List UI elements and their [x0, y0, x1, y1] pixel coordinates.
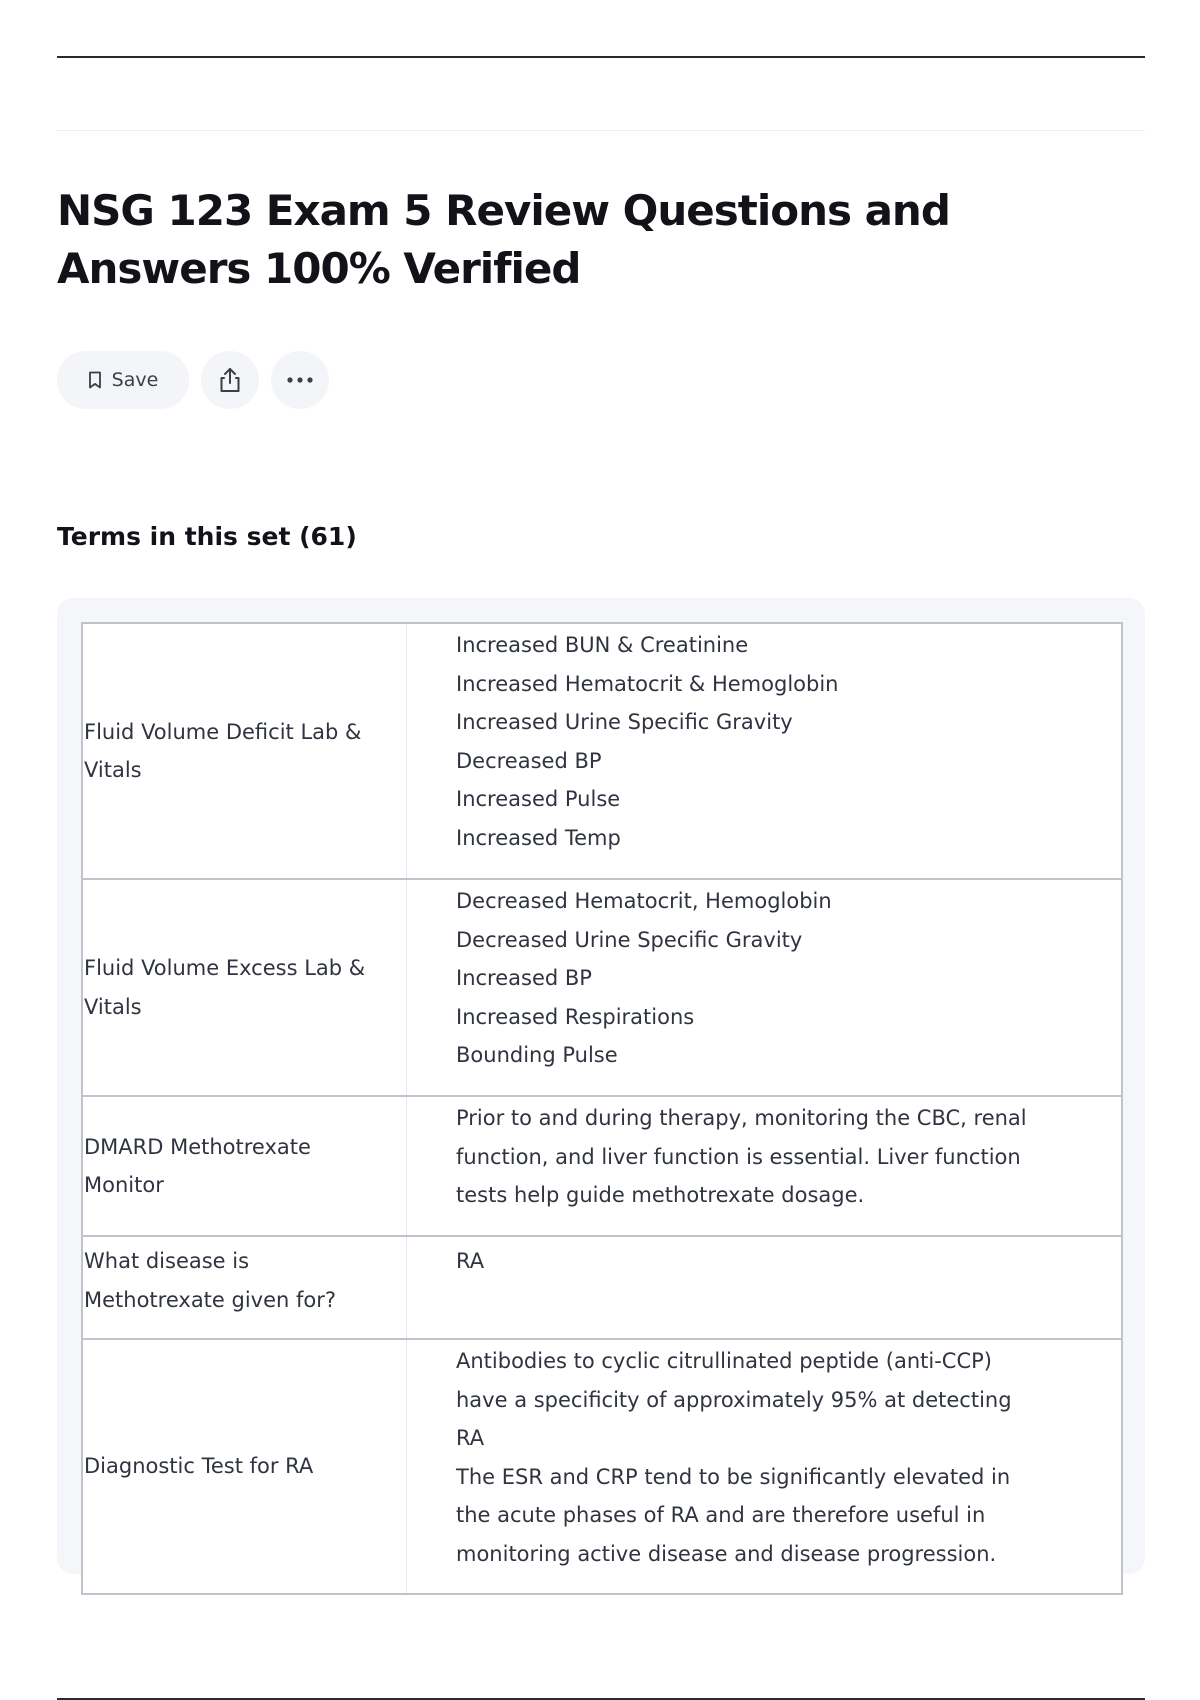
term-cell: Fluid Volume Deficit Lab & Vitals [82, 623, 407, 879]
definition-line: Bounding Pulse [456, 1043, 618, 1067]
table-row [82, 623, 1122, 879]
save-label: Save [111, 369, 159, 391]
top-divider [57, 56, 1145, 58]
more-button[interactable] [271, 351, 329, 409]
definition-line: Decreased Hematocrit, Hemoglobin [456, 889, 832, 913]
definition-line: Increased Urine Specific Gravity [456, 710, 793, 734]
definition-cell [407, 1236, 1123, 1339]
definition-line: RA [456, 1249, 485, 1273]
definition-line: Increased BUN & Creatinine [456, 633, 749, 657]
term-cell: What disease is Methotrexate given for? [82, 1236, 407, 1339]
term-cell: DMARD Methotrexate Monitor [82, 1096, 407, 1236]
action-bar [57, 351, 329, 409]
terms-table [81, 622, 1123, 1595]
save-button[interactable] [57, 351, 189, 409]
table-row [82, 1236, 1122, 1339]
table-row [82, 879, 1122, 1096]
share-icon [217, 366, 243, 394]
definition-line: Antibodies to cyclic citrullinated peptide (anti-CCP) have a specificity of approximately 95% at detecting RA [456, 1349, 1012, 1450]
definition-line: Increased Hematocrit & Hemoglobin [456, 671, 839, 696]
terms-heading: Terms in this set (61) [57, 522, 357, 551]
definition-line: The ESR and CRP tend to be significantly elevated in the acute phases of RA and are therefore useful in monitoring active disease and disease progression. [456, 1464, 1011, 1566]
definition-line: Increased Temp [456, 825, 621, 850]
term-cell: Fluid Volume Excess Lab & Vitals [82, 879, 407, 1096]
definition-line: Increased BP [456, 966, 592, 990]
table-row [82, 1339, 1122, 1594]
term-cell: Diagnostic Test for RA [82, 1339, 407, 1594]
bookmark-icon [88, 371, 102, 389]
definition-line: Decreased Urine Specific Gravity [456, 927, 803, 952]
definition-cell [407, 1096, 1123, 1236]
definition-line: Increased Pulse [456, 787, 621, 811]
more-icon [286, 376, 314, 384]
table-row [82, 1096, 1122, 1236]
definition-line: Decreased BP [456, 748, 602, 773]
page-title: NSG 123 Exam 5 Review Questions and Answers 100% Verified [57, 186, 950, 293]
definition-line: Prior to and during therapy, monitoring the CBC, renal function, and liver function is essential. Liver function tests help guide methotrexate dosage. [456, 1106, 1027, 1207]
definition-cell [407, 1339, 1123, 1594]
definition-cell [407, 879, 1123, 1096]
definition-cell [407, 623, 1123, 879]
definition-line: Increased Respirations [456, 1004, 695, 1029]
header-divider [57, 130, 1145, 131]
share-button[interactable] [201, 351, 259, 409]
